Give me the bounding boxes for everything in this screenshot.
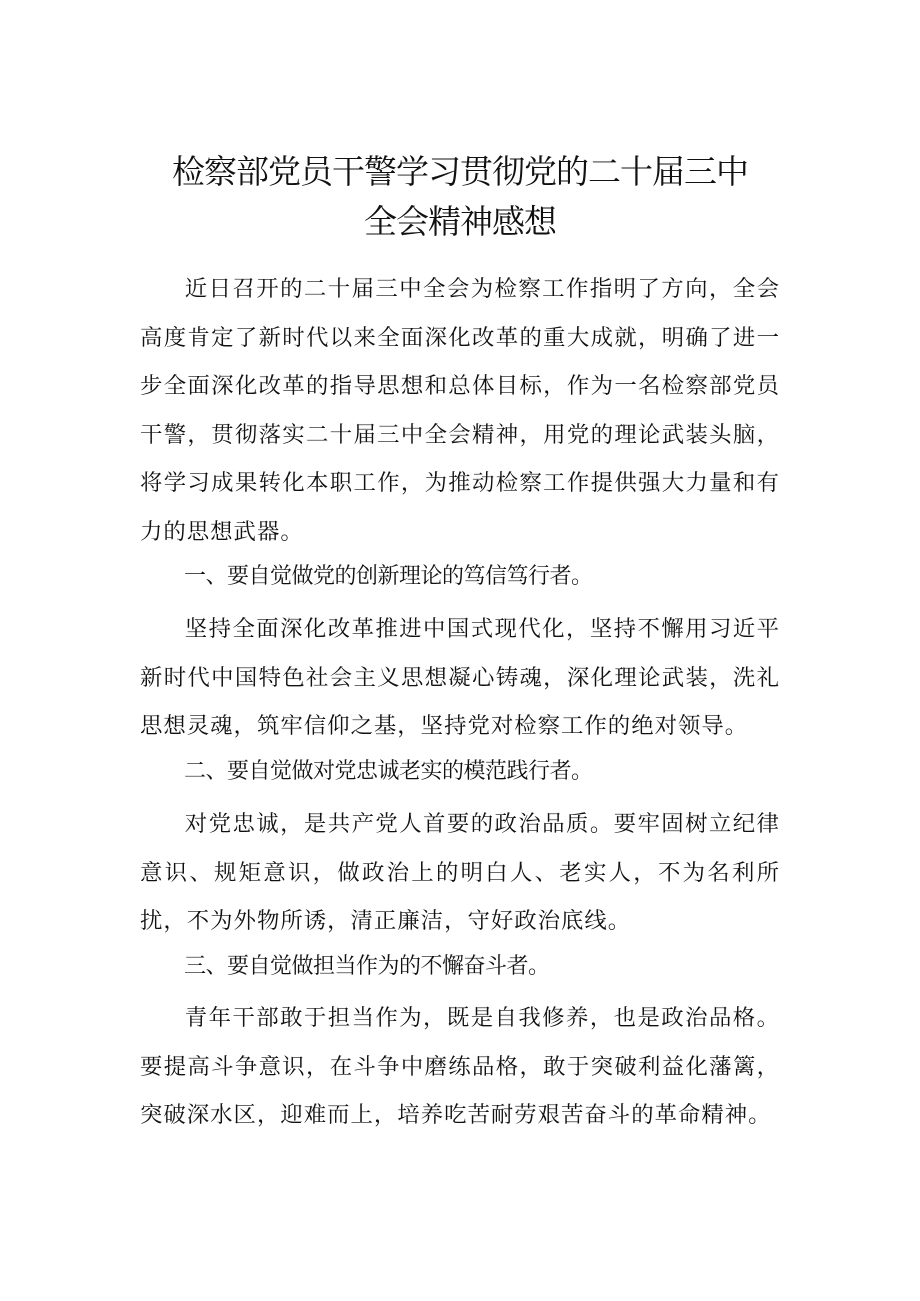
section-body-3: 青年干部敢于担当作为，既是自我修养，也是政治品格。要提高斗争意识，在斗争中磨练品格，敢于突破利益化藩篱，突破深水区，迎难而上，培养吃苦耐劳艰苦奋斗的革命精神。	[140, 1005, 780, 1128]
intro-paragraph: 近日召开的二十届三中全会为检察工作指明了方向，全会高度肯定了新时代以来全面深化改革的重大成就，明确了进一步全面深化改革的指导思想和总体目标，作为一名检察部党员干警，贯彻落实二十届三中全会精神，用党的理论武装头脑，将学习成果转化本职工作，为推动检察工作提供强大力量和有力的思想武器。	[140, 276, 780, 545]
section-body-1: 坚持全面深化改革推进中国式现代化，坚持不懈用习近平新时代中国特色社会主义思想凝心铸魂，深化理论武装，洗礼思想灵魂，筑牢信仰之基，坚持党对检察工作的绝对领导。	[140, 616, 780, 739]
section-heading-2: 二、要自觉做对党忠诚老实的模范践行者。	[184, 759, 593, 784]
document-title-line-2: 全会精神感想	[364, 202, 556, 241]
section-heading-3: 三、要自觉做担当作为的不懈奋斗者。	[184, 954, 550, 979]
section-heading-1: 一、要自觉做党的创新理论的笃信笃行者。	[184, 564, 593, 589]
section-body-2: 对党忠诚，是共产党人首要的政治品质。要牢固树立纪律意识、规矩意识，做政治上的明白人、老实人，不为名利所扰，不为外物所诱，清正廉洁，守好政治底线。	[140, 811, 780, 934]
document-title-line-1: 检察部党员干警学习贯彻党的二十届三中	[172, 152, 748, 191]
